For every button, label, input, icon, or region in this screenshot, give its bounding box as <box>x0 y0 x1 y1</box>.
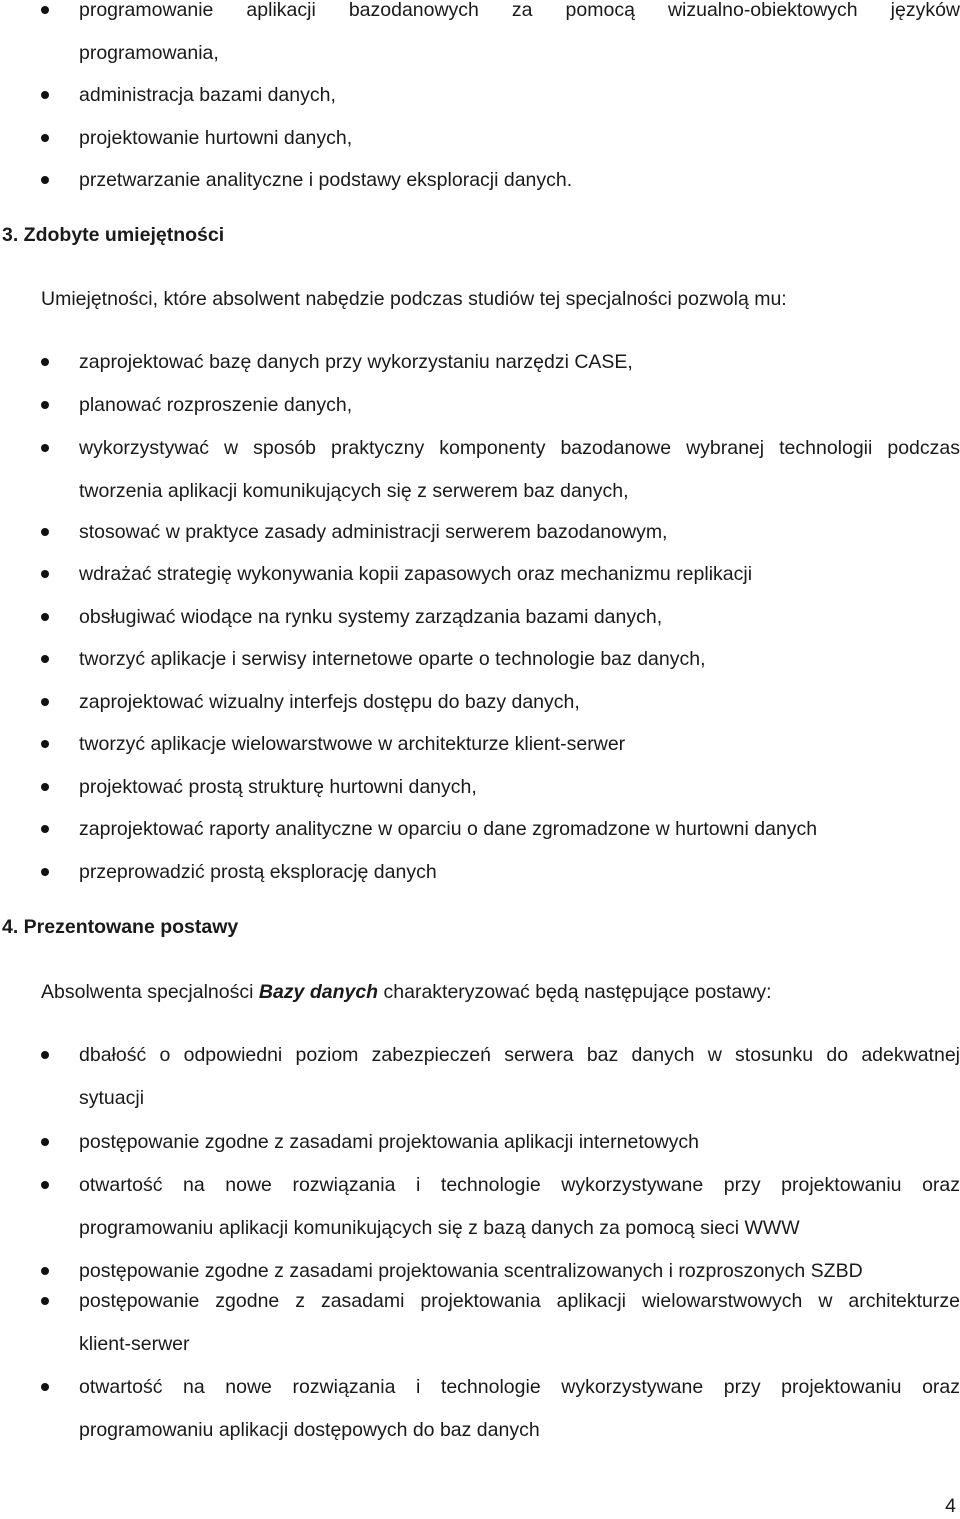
bullet-icon <box>41 91 49 99</box>
list-item-line: projektowanie hurtowni danych, <box>79 127 353 149</box>
bullet-icon <box>41 134 49 142</box>
bullet-icon <box>41 825 49 833</box>
list-item <box>79 1164 960 1249</box>
list-item <box>79 596 960 639</box>
bullet-icon <box>41 698 49 706</box>
list-item-line: wykorzystywać w sposób praktyczny komponenty bazodanowe wybranej technologii podczas <box>79 437 960 459</box>
list-item <box>79 1121 960 1164</box>
list-item <box>79 638 960 681</box>
list-item-line: zaprojektować raporty analityczne w oparciu o dane zgromadzone w hurtowni danych <box>79 818 818 840</box>
section-heading: 3. Zdobyte umiejętności <box>2 224 225 246</box>
list-item-line: stosować w praktyce zasady administracji serwerem bazodanowym, <box>79 521 668 543</box>
bullet-icon <box>41 740 49 748</box>
list-item-line: tworzyć aplikacje wielowarstwowe w architekturze klient-serwer <box>79 733 626 755</box>
list-item-line: tworzyć aplikacje i serwisy internetowe oparte o technologie baz danych, <box>79 648 706 670</box>
list-item <box>79 0 960 74</box>
section-heading: 4. Prezentowane postawy <box>2 916 239 938</box>
bullet-icon <box>41 444 49 452</box>
list-item <box>79 766 960 809</box>
bullet-icon <box>41 570 49 578</box>
list-item-line: administracja bazami danych, <box>79 84 336 106</box>
list-item-line: otwartość na nowe rozwiązania i technologie wykorzystywane przy projektowaniu oraz <box>79 1376 960 1398</box>
list-item-line: przeprowadzić prostą eksplorację danych <box>79 861 437 883</box>
bullet-icon <box>41 528 49 536</box>
list-item <box>79 1366 960 1451</box>
list-item-line: klient-serwer <box>79 1332 190 1355</box>
list-item <box>79 851 960 894</box>
list-item <box>79 117 960 160</box>
list-item-line: zaprojektować wizualny interfejs dostępu do bazy danych, <box>79 691 580 713</box>
section-intro-text: Absolwenta specjalności <box>41 981 259 1003</box>
list-item-line: postępowanie zgodne z zasadami projektowania scentralizowanych i rozproszonych SZBD <box>79 1260 863 1282</box>
page-number: 4 <box>945 1495 956 1517</box>
bullet-icon <box>41 176 49 184</box>
bullet-icon <box>41 6 49 14</box>
list-item-line: otwartość na nowe rozwiązania i technologie wykorzystywane przy projektowaniu oraz <box>79 1174 960 1196</box>
list-item-line: postępowanie zgodne z zasadami projektowania aplikacji wielowarstwowych w architekturze <box>79 1290 960 1312</box>
bullet-icon <box>41 1383 49 1391</box>
list-item <box>79 384 960 427</box>
list-item-line: projektować prostą strukturę hurtowni danych, <box>79 776 477 798</box>
list-item <box>79 723 960 766</box>
list-item-line: planować rozproszenie danych, <box>79 394 353 416</box>
bullet-icon <box>41 1138 49 1146</box>
list-item-line: postępowanie zgodne z zasadami projektowania aplikacji internetowych <box>79 1131 700 1153</box>
list-item-line: programowania, <box>79 41 219 64</box>
list-item <box>79 1280 960 1365</box>
list-item-line: wdrażać strategię wykonywania kopii zapasowych oraz mechanizmu replikacji <box>79 563 753 585</box>
bullet-icon <box>41 655 49 663</box>
bullet-icon <box>41 613 49 621</box>
list-item <box>79 681 960 724</box>
list-item-line: dbałość o odpowiedni poziom zabezpieczeń serwera baz danych w stosunku do adekwatnej <box>79 1044 960 1066</box>
list-item <box>79 511 960 554</box>
bullet-icon <box>41 783 49 791</box>
list-item <box>79 427 960 512</box>
bullet-icon <box>41 1297 49 1305</box>
list-item <box>79 74 960 117</box>
bullet-icon <box>41 1051 49 1059</box>
list-item-line: obsługiwać wiodące na rynku systemy zarządzania bazami danych, <box>79 606 663 628</box>
list-item-line: tworzenia aplikacji komunikujących się z serwerem baz danych, <box>79 479 629 502</box>
list-item-line: sytuacji <box>79 1086 145 1109</box>
section-intro <box>41 979 772 1005</box>
section-intro: Umiejętności, które absolwent nabędzie podczas studiów tej specjalności pozwolą mu: <box>41 288 787 310</box>
list-item <box>79 159 960 202</box>
bullet-icon <box>41 1181 49 1189</box>
list-item-line: przetwarzanie analityczne i podstawy eksploracji danych. <box>79 169 573 191</box>
list-item-line: programowaniu aplikacji komunikujących się z bazą danych za pomocą sieci WWW <box>79 1216 800 1239</box>
list-item-line: programowaniu aplikacji dostępowych do baz danych <box>79 1418 540 1441</box>
bullet-icon <box>41 868 49 876</box>
list-item <box>79 341 960 384</box>
bullet-icon <box>41 401 49 409</box>
list-item-line: programowanie aplikacji bazodanowych za pomocą wizualno-obiektowych języków <box>79 0 960 21</box>
list-item <box>79 553 960 596</box>
list-item <box>79 1034 960 1119</box>
bullet-icon <box>41 1267 49 1275</box>
list-item <box>79 808 960 851</box>
list-item-line: zaprojektować bazę danych przy wykorzystaniu narzędzi CASE, <box>79 351 633 373</box>
bullet-icon <box>41 358 49 366</box>
section-intro-text: charakteryzować będą następujące postawy: <box>378 981 772 1003</box>
specialty-name: Bazy danych <box>258 981 379 1003</box>
